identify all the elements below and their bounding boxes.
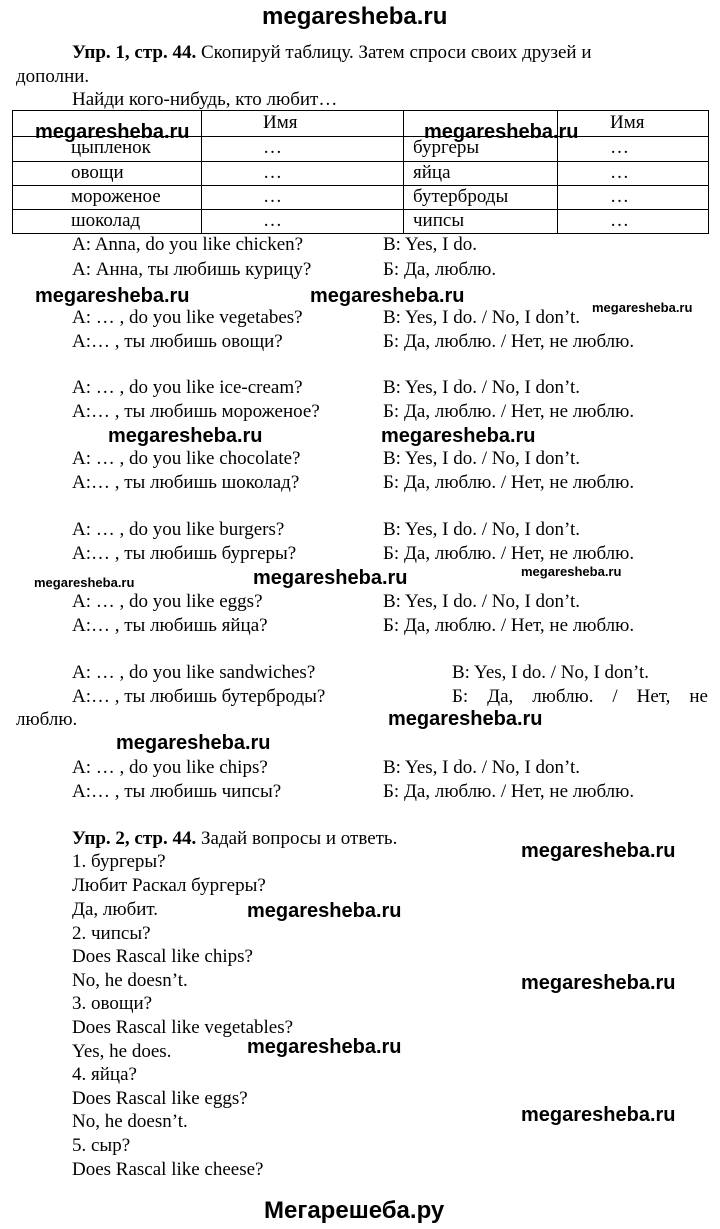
dialog-line: B: Yes, I do. / No, I don’t. xyxy=(383,591,581,612)
dialog-line: Б: Да, люблю. / Нет, не люблю. xyxy=(383,472,635,493)
dialog-line: B: Yes, I do. / No, I don’t. xyxy=(383,757,581,778)
table-cell-dots: … xyxy=(263,210,282,231)
dialog-line: A: Anna, do you like chicken? xyxy=(72,234,304,255)
word: Нет, xyxy=(636,686,671,707)
dialog-line: A: … , do you like vegetabes? xyxy=(72,307,303,328)
ex1-find-prompt: Найди кого-нибудь, кто любит… xyxy=(72,89,338,110)
watermark-small: megaresheba.ru xyxy=(34,575,135,590)
dialog-line: А:… , ты любишь овощи? xyxy=(72,331,283,352)
watermark: megaresheba.ru xyxy=(381,425,536,447)
word: / xyxy=(612,686,618,707)
dialog-line: A: … , do you like burgers? xyxy=(72,519,285,540)
word: Б: xyxy=(452,686,469,707)
ex2-line: Да, любит. xyxy=(72,899,159,920)
watermark: megaresheba.ru xyxy=(116,732,271,754)
table-cell-food: шоколад xyxy=(71,210,141,231)
dialog-line: А:… , ты любишь чипсы? xyxy=(72,781,282,802)
dialog-line: Б: Да, люблю. / Нет, не люблю. xyxy=(383,615,635,636)
watermark: megaresheba.ru xyxy=(108,425,263,447)
dialog-line: B: Yes, I do. / No, I don’t. xyxy=(383,307,581,328)
ex1-instruction-line2: дополни. xyxy=(16,66,90,87)
ex2-line: Does Rascal like cheese? xyxy=(72,1159,264,1180)
ex1-instruction-line1 xyxy=(72,42,708,64)
watermark: megaresheba.ru xyxy=(388,708,543,730)
table-cell-dots: … xyxy=(263,137,282,158)
dialog-line: A: … , do you like sandwiches? xyxy=(72,662,316,683)
ex2-line: 5. сыр? xyxy=(72,1135,131,1156)
dialog-line-wrap: люблю. xyxy=(16,709,78,730)
table-cell-dots: … xyxy=(610,210,629,231)
dialog-line: А:… , ты любишь бутерброды? xyxy=(72,686,326,707)
footer-watermark: Мегарешеба.ру xyxy=(264,1197,445,1224)
dialog-line: А:… , ты любишь мороженое? xyxy=(72,401,320,422)
dialog-line: A: … , do you like eggs? xyxy=(72,591,263,612)
ex2-instruction xyxy=(72,828,397,850)
ex2-line: Does Rascal like eggs? xyxy=(72,1088,248,1109)
ex2-line: No, he doesn’t. xyxy=(72,1111,188,1132)
ex2-line: 1. бургеры? xyxy=(72,851,166,872)
ex2-line: 2. чипсы? xyxy=(72,923,151,944)
dialog-line: А: Анна, ты любишь курицу? xyxy=(72,259,312,280)
dialog-line: Б: Да, люблю. xyxy=(383,259,497,280)
watermark: megaresheba.ru xyxy=(310,285,465,307)
table-cell-food: бургеры xyxy=(413,137,480,158)
dialog-line: B: Yes, I do. / No, I don’t. xyxy=(383,519,581,540)
dialog-line: A: … , do you like chips? xyxy=(72,757,268,778)
dialog-line: А:… , ты любишь бургеры? xyxy=(72,543,297,564)
watermark: megaresheba.ru xyxy=(35,121,190,143)
table-cell-food: цыпленок xyxy=(71,137,151,158)
watermark-small: megaresheba.ru xyxy=(521,564,622,579)
watermark: megaresheba.ru xyxy=(521,840,676,862)
dialog-line: Б: Да, люблю. / Нет, не люблю. xyxy=(383,331,635,352)
table-cell-food: яйца xyxy=(413,162,451,183)
table-cell-dots: … xyxy=(610,162,629,183)
header-watermark: megaresheba.ru xyxy=(262,3,448,30)
ex2-line: Does Rascal like chips? xyxy=(72,946,253,967)
dialog-line-justified xyxy=(452,686,708,708)
dialog-line: А:… , ты любишь яйца? xyxy=(72,615,268,636)
ex2-line: No, he doesn’t. xyxy=(72,970,188,991)
watermark: megaresheba.ru xyxy=(253,567,408,589)
dialog-line: А:… , ты любишь шоколад? xyxy=(72,472,300,493)
table-cell-food: бутерброды xyxy=(413,186,509,207)
dialog-line: B: Yes, I do. xyxy=(383,234,477,255)
dialog-line: Б: Да, люблю. / Нет, не люблю. xyxy=(383,401,635,422)
table-cell-dots: … xyxy=(263,186,282,207)
ex2-lead: Упр. 2, стр. 44. xyxy=(72,828,197,849)
ex2-line: 4. яйца? xyxy=(72,1064,137,1085)
ex2-instruction-text: Задай вопросы и ответь. xyxy=(200,828,398,849)
table-cell-food: мороженое xyxy=(71,186,161,207)
table-cell-food: овощи xyxy=(71,162,124,183)
ex2-line: Любит Раскал бургеры? xyxy=(72,875,266,896)
dialog-line: B: Yes, I do. / No, I don’t. xyxy=(383,448,581,469)
dialog-line: Б: Да, люблю. / Нет, не люблю. xyxy=(383,781,635,802)
watermark: megaresheba.ru xyxy=(424,121,579,143)
table-header-name-right: Имя xyxy=(610,112,645,133)
ex2-line: Yes, he does. xyxy=(72,1041,172,1062)
watermark: megaresheba.ru xyxy=(35,285,190,307)
table-cell-dots: … xyxy=(263,162,282,183)
word: Да, xyxy=(487,686,514,707)
word: не xyxy=(689,686,708,707)
ex2-line: 3. овощи? xyxy=(72,993,153,1014)
ex2-line: Does Rascal like vegetables? xyxy=(72,1017,294,1038)
table-cell-food: чипсы xyxy=(413,210,465,231)
dialog-line: A: … , do you like ice-cream? xyxy=(72,377,303,398)
dialog-line: Б: Да, люблю. / Нет, не люблю. xyxy=(383,543,635,564)
dialog-line: B: Yes, I do. / No, I don’t. xyxy=(383,377,581,398)
dialog-line: B: Yes, I do. / No, I don’t. xyxy=(452,662,650,683)
watermark: megaresheba.ru xyxy=(521,972,676,994)
watermark: megaresheba.ru xyxy=(247,900,402,922)
table-cell-dots: … xyxy=(610,186,629,207)
word: люблю. xyxy=(532,686,594,707)
table-header-name-left: Имя xyxy=(263,112,298,133)
dialog-line: A: … , do you like chocolate? xyxy=(72,448,301,469)
ex1-instruction-text: Скопируй таблицу. Затем спроси своих друзей и xyxy=(200,42,592,63)
ex1-lead: Упр. 1, стр. 44. xyxy=(72,42,197,63)
table-cell-dots: … xyxy=(610,137,629,158)
watermark: megaresheba.ru xyxy=(247,1036,402,1058)
watermark: megaresheba.ru xyxy=(521,1104,676,1126)
watermark-small: megaresheba.ru xyxy=(592,300,693,315)
